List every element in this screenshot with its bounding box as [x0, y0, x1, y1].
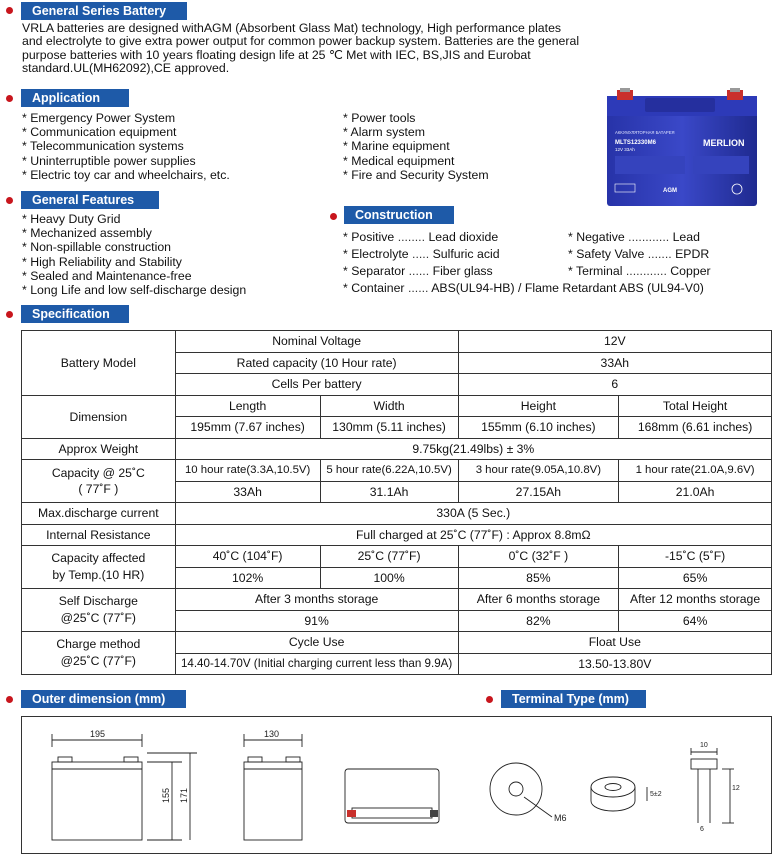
specification-title: Specification	[21, 305, 129, 323]
terminal-type-title: Terminal Type (mm)	[501, 690, 646, 708]
table-cell: 14.40-14.70V (Initial charging current less than 9.9A)	[175, 653, 458, 675]
general-series-line: and electrolyte to give extra power output for common power backup system. Batteries are the general	[22, 34, 580, 49]
svg-text:195: 195	[90, 729, 106, 739]
svg-text:M6: M6	[554, 813, 567, 823]
construction-row: * Electrolyte ..... Sulfuric acid	[343, 247, 500, 261]
table-cell: 168mm (6.61 inches)	[619, 417, 772, 439]
list-item: * Telecommunication systems	[22, 139, 184, 154]
list-item: * Electric toy car and wheelchairs, etc.	[22, 167, 230, 182]
table-cell: 100%	[320, 567, 458, 589]
table-cell: After 6 months storage	[458, 589, 619, 611]
table-cell: 1 hour rate(21.0A,9.6V)	[619, 460, 772, 482]
table-cell: 27.15Ah	[458, 481, 619, 503]
application-list-left	[22, 111, 230, 182]
table-row	[22, 395, 772, 417]
table-cell: Nominal Voltage	[175, 331, 458, 353]
table-cell: 82%	[458, 610, 619, 632]
table-row	[22, 632, 772, 654]
table-cell: 102%	[175, 567, 320, 589]
list-item: * Heavy Duty Grid	[22, 212, 121, 226]
svg-text:AGM: AGM	[663, 188, 677, 194]
table-row	[22, 438, 772, 460]
construction-row: * Separator ...... Fiber glass	[343, 264, 493, 278]
features-list	[22, 212, 246, 297]
list-item: * Non-spillable construction	[22, 240, 172, 255]
table-cell: Cells Per battery	[175, 374, 458, 396]
row-label: Capacity @ 25˚C ( 77˚F )	[22, 460, 176, 503]
application-list-right	[343, 111, 489, 182]
row-label: Approx Weight	[22, 438, 176, 460]
svg-text:12: 12	[732, 785, 740, 792]
list-item: * Medical equipment	[343, 153, 455, 168]
section-bullet	[6, 95, 13, 102]
row-label: Max.discharge current	[22, 503, 176, 525]
list-item: * Marine equipment	[343, 139, 450, 154]
table-cell: 130mm (5.11 inches)	[320, 417, 458, 439]
svg-text:5±2: 5±2	[650, 791, 662, 798]
table-cell: Total Height	[619, 395, 772, 417]
table-row	[22, 331, 772, 353]
table-cell: Cycle Use	[175, 632, 458, 654]
svg-text:155: 155	[161, 787, 171, 803]
row-label: Capacity affected by Temp.(10 HR)	[22, 546, 176, 589]
general-series-line: purpose batteries with 10 years floating design life at 25 ℃ Met with IEC, BS,JIS and Eurobat	[22, 47, 531, 62]
construction-row: * Negative ............ Lead	[568, 230, 700, 244]
section-bullet	[486, 696, 493, 703]
construction-title: Construction	[344, 206, 454, 224]
svg-text:MERLION: MERLION	[703, 138, 745, 148]
dimension-drawings	[22, 717, 773, 855]
list-item: * Power tools	[343, 111, 416, 125]
list-item: * Uninterruptible power supplies	[22, 153, 196, 168]
section-bullet	[6, 197, 13, 204]
table-cell: -15˚C (5˚F)	[619, 546, 772, 568]
table-cell: 64%	[619, 610, 772, 632]
table-row	[22, 589, 772, 611]
construction-row: * Terminal ............ Copper	[568, 264, 711, 278]
row-label: Charge method @25˚C (77˚F)	[22, 632, 176, 675]
list-item: * Sealed and Maintenance-free	[22, 268, 192, 283]
drawing-box	[21, 716, 772, 854]
table-cell: 12V	[458, 331, 771, 353]
table-cell: 65%	[619, 567, 772, 589]
table-cell: 85%	[458, 567, 619, 589]
table-cell: Full charged at 25˚C (77˚F) : Approx 8.8mΩ	[175, 524, 771, 546]
table-cell: 25˚C (77˚F)	[320, 546, 458, 568]
table-cell: 9.75kg(21.49lbs) ± 3%	[175, 438, 771, 460]
table-cell: Float Use	[458, 632, 771, 654]
list-item: * Alarm system	[343, 125, 425, 140]
section-bullet	[330, 213, 337, 220]
table-cell: 40˚C (104˚F)	[175, 546, 320, 568]
table-cell: 33Ah	[458, 352, 771, 374]
table-cell: Rated capacity (10 Hour rate)	[175, 352, 458, 374]
table-cell: 21.0Ah	[619, 481, 772, 503]
table-cell: 155mm (6.10 inches)	[458, 417, 619, 439]
table-cell: After 3 months storage	[175, 589, 458, 611]
construction-right	[568, 229, 711, 280]
general-series-line: VRLA batteries are designed withAGM (Absorbent Glass Mat) technology, High performance plates	[22, 21, 562, 35]
row-label: Internal Resistance	[22, 524, 176, 546]
construction-row: * Positive ........ Lead dioxide	[343, 230, 499, 244]
svg-text:171: 171	[179, 787, 189, 803]
outer-dimension-title: Outer dimension (mm)	[21, 690, 186, 708]
list-item: * High Reliability and Stability	[22, 254, 182, 269]
table-cell: 31.1Ah	[320, 481, 458, 503]
table-cell: Height	[458, 395, 619, 417]
table-row	[22, 546, 772, 568]
battery-product-image	[605, 88, 763, 208]
table-cell: Length	[175, 395, 320, 417]
section-bullet	[6, 311, 13, 318]
svg-text:12V 33Ah: 12V 33Ah	[615, 147, 635, 152]
table-cell: 195mm (7.67 inches)	[175, 417, 320, 439]
specification-table	[21, 330, 772, 675]
table-row	[22, 460, 772, 482]
svg-text:6: 6	[700, 826, 704, 833]
table-row	[22, 524, 772, 546]
table-cell: 3 hour rate(9.05A,10.8V)	[458, 460, 619, 482]
row-label: Battery Model	[22, 331, 176, 396]
construction-row: * Container ...... ABS(UL94-HB) / Flame Retardant ABS (UL94-V0)	[343, 281, 704, 295]
table-cell: 5 hour rate(6.22A,10.5V)	[320, 460, 458, 482]
list-item: * Emergency Power System	[22, 111, 176, 125]
features-title: General Features	[21, 191, 159, 209]
row-label: Dimension	[22, 395, 176, 438]
section-bullet	[6, 696, 13, 703]
general-series-line: standard.UL(MH62092),CE approved.	[22, 61, 230, 76]
table-cell: 91%	[175, 610, 458, 632]
application-title: Application	[21, 89, 129, 107]
table-cell: 6	[458, 374, 771, 396]
svg-text:АККУМУЛЯТОРНАЯ БАТАРЕЯ: АККУМУЛЯТОРНАЯ БАТАРЕЯ	[615, 130, 675, 135]
table-cell: After 12 months storage	[619, 589, 772, 611]
table-cell: 33Ah	[175, 481, 320, 503]
svg-text:130: 130	[264, 729, 280, 739]
general-series-text	[22, 22, 612, 76]
table-row	[22, 503, 772, 525]
table-cell: Width	[320, 395, 458, 417]
table-cell: 10 hour rate(3.3A,10.5V)	[175, 460, 320, 482]
table-cell: 0˚C (32˚F )	[458, 546, 619, 568]
svg-text:MLTS12330M6: MLTS12330M6	[615, 140, 656, 146]
list-item: * Fire and Security System	[343, 167, 489, 182]
svg-text:10: 10	[700, 742, 708, 749]
section-bullet	[6, 7, 13, 14]
row-label: Self Discharge @25˚C (77˚F)	[22, 589, 176, 632]
list-item: * Long Life and low self-discharge design	[22, 283, 247, 298]
construction-row: * Safety Valve ....... EPDR	[568, 247, 710, 261]
list-item: * Communication equipment	[22, 125, 177, 140]
general-series-title: General Series Battery	[21, 2, 187, 20]
list-item: * Mechanized assembly	[22, 226, 152, 241]
table-cell: 330A (5 Sec.)	[175, 503, 771, 525]
table-cell: 13.50-13.80V	[458, 653, 771, 675]
